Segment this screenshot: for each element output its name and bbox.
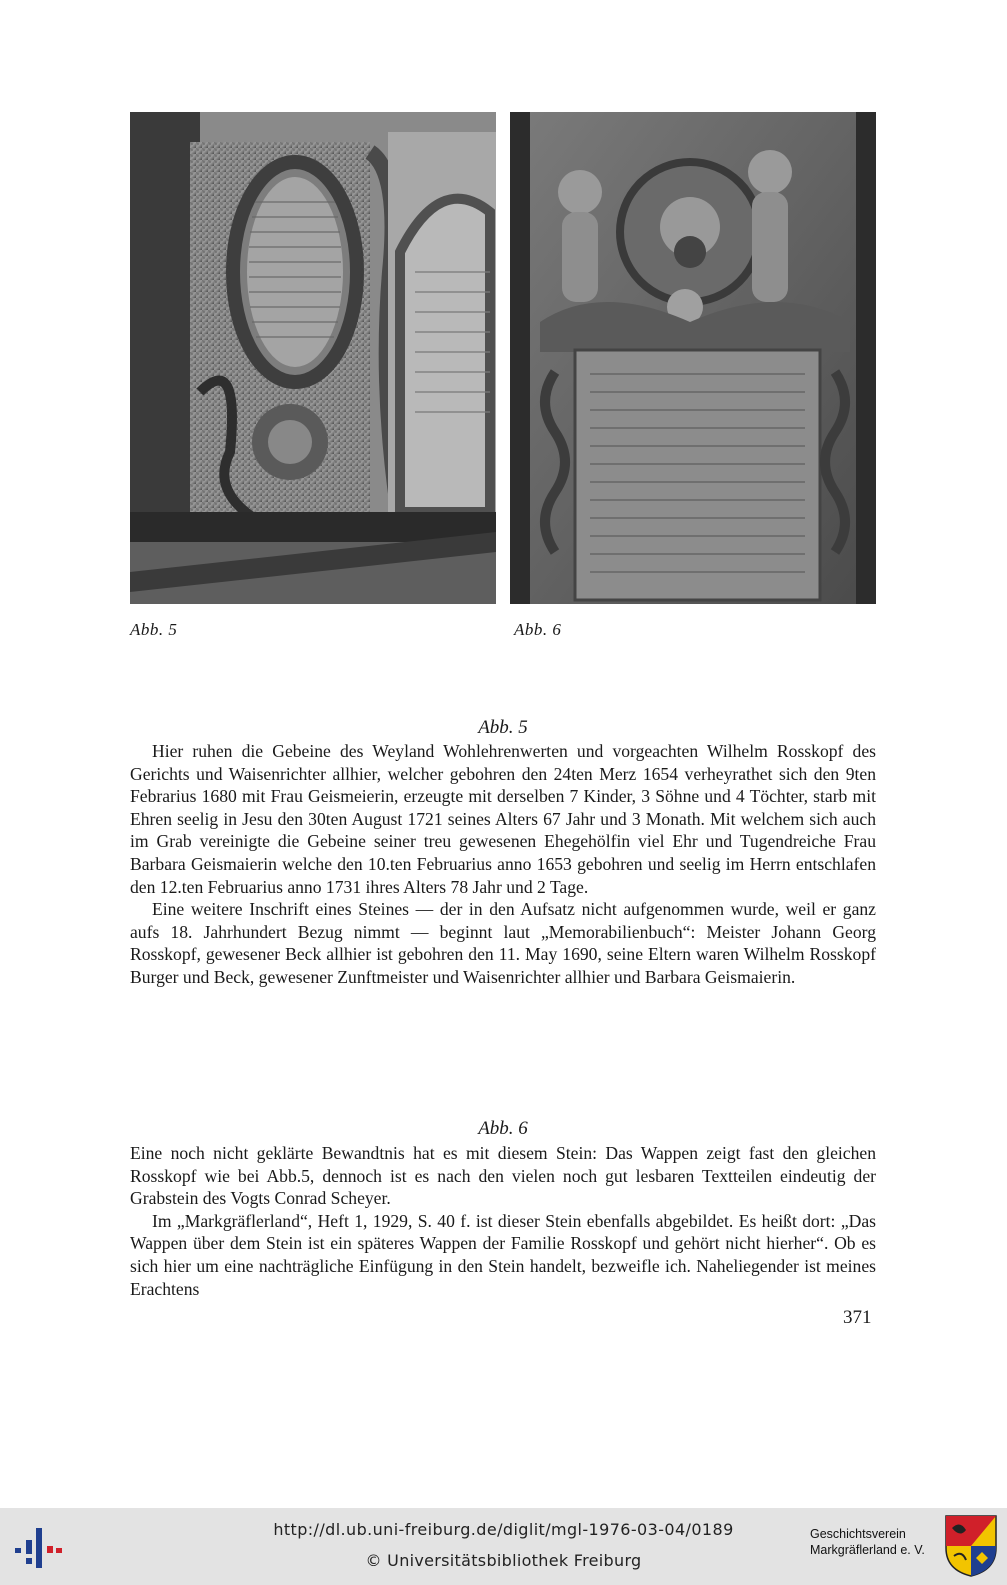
paragraph: Eine weitere Inschrift eines Steines — der in den Aufsatz nicht aufgenommen wurde, weil er ganz aufs 18. Jahrhundert Bezug nimmt — beginnt laut „Memorabilienbuch“: Meister Johann Georg Rosskopf, gewesener Beck allhier ist gebohren den 11. May 1690, seine Eltern waren Wilhelm Rosskopf Burger und Beck, gewesener Zunftmeister und Waisenrichter allhier und Barbara Geismaierin. <box>130 899 876 987</box>
org-name-line2: Markgräflerland e. V. <box>810 1543 925 1557</box>
paragraph: Im „Markgräflerland“, Heft 1, 1929, S. 40 f. ist dieser Stein ebenfalls abgebildet. Es heißt dort: „Das Wappen über dem Stein ist ein späteres Wappen der Familie Rosskopf und gehört nicht hierher“. Ob es sich hier um eine nachträgliche Einfügung in den Stein handelt, bezweifle ich. Naheliegender ist meines Erachtens <box>130 1210 876 1299</box>
section-abb5-text <box>130 740 876 989</box>
section-heading-abb6: Abb. 6 <box>478 1118 528 1139</box>
paragraph: Hier ruhen die Gebeine des Weyland Wohlehrenwerten und vorgeachten Wilhelm Rosskopf des Gerichts und Waisenrichter allhier, welcher gebohren den 24ten Merz 1654 verheyrathet sich den 9ten Febrarius 1680 mit Frau Geismeierin, erzeugte mit derselben 7 Kinder, 3 Söhne und 4 Töchter, starb mit Ehren seelig in Jesu den 30ten August 1721 seines Alters 67 Jahr und 3 Monath. Mit welchem sich auch im Grab vereinigte die Gebeine seiner treu gewesenen Ehegehölfin viel Ehr und Tugendreiche Frau Barbara Geismaierin welche den 10.ten Februarius anno 1653 gebohren und seelig im Herrn entschlafen den 12.ten Februarius anno 1731 ihres Alters 78 Jahr und 2 Tage. <box>130 741 876 897</box>
footer-copyright: © Universitätsbibliothek Freiburg <box>365 1551 642 1570</box>
footer-url-link[interactable]: http://dl.ub.uni-freiburg.de/diglit/mgl-1976-03-04/0189 <box>273 1520 734 1539</box>
page-number: 371 <box>843 1307 872 1328</box>
footer-bar <box>0 1508 1007 1585</box>
paragraph: Eine noch nicht geklärte Bewandtnis hat es mit diesem Stein: Das Wappen zeigt fast den gleichen Rosskopf wie bei Abb.5, dennoch ist es nach den vielen noch gut lesbaren Textteilen eindeutig der Grabstein des Vogts Conrad Scheyer. <box>130 1143 876 1209</box>
section-heading-abb5: Abb. 5 <box>478 717 528 738</box>
figure-abb6-photo <box>510 112 876 604</box>
figure-abb5-photo <box>130 112 496 604</box>
coat-of-arms-icon <box>944 1514 998 1578</box>
section-abb6-text <box>130 1142 876 1300</box>
figure-caption-abb5: Abb. 5 <box>130 620 178 639</box>
org-name-line1: Geschichtsverein <box>810 1527 906 1541</box>
figure-caption-abb6: Abb. 6 <box>514 620 562 639</box>
org-name <box>810 1526 925 1558</box>
